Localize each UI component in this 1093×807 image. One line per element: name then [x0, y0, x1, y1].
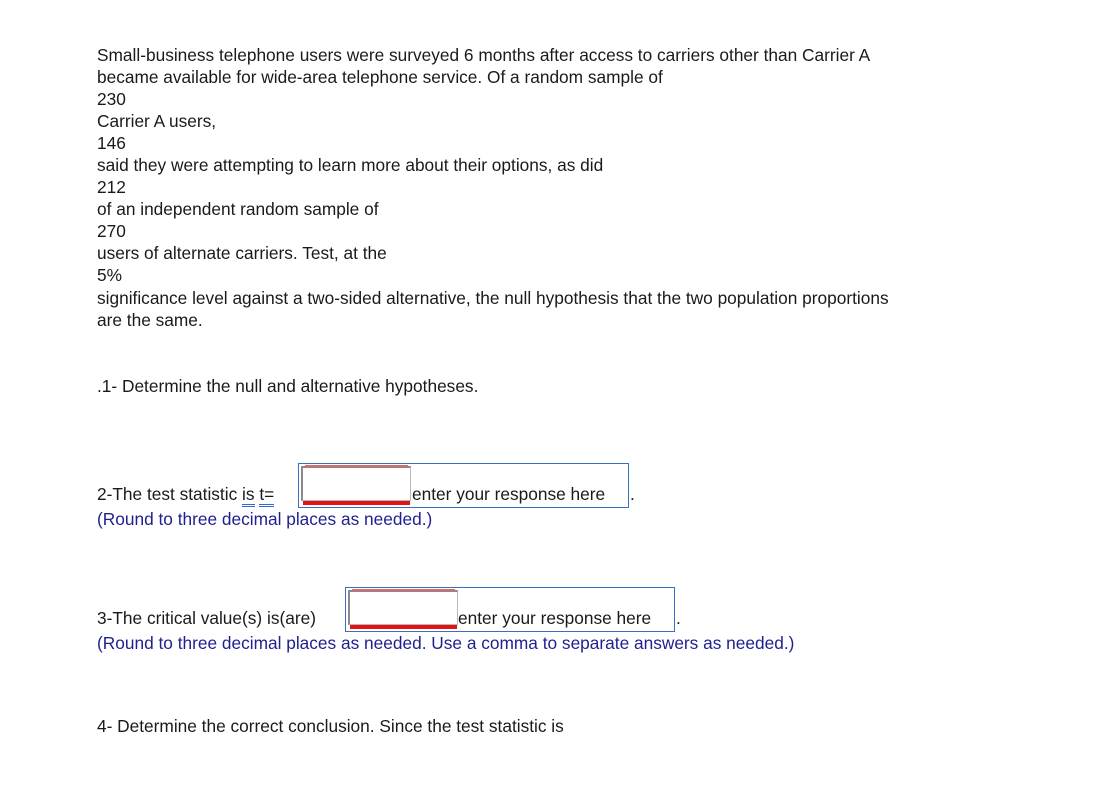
- problem-line: significance level against a two-sided alternative, the null hypothesis that the two population proportions: [97, 288, 889, 308]
- question-2-hint: (Round to three decimal places as needed.): [97, 509, 433, 529]
- input-error-top-line: [305, 465, 408, 467]
- question-2-period: .: [630, 484, 635, 504]
- question-1-text: .1- Determine the null and alternative hypotheses.: [97, 376, 479, 396]
- input-error-bar: [303, 501, 410, 505]
- question-3-label: 3-The critical value(s) is(are): [97, 608, 316, 628]
- question-4-text: 4- Determine the correct conclusion. Since the test statistic is: [97, 716, 564, 736]
- significance-level: 5%: [97, 265, 122, 285]
- problem-line: Carrier A users,: [97, 111, 217, 131]
- input-error-top-line: [352, 589, 455, 591]
- problem-line: of an independent random sample of: [97, 199, 379, 219]
- problem-line: said they were attempting to learn more about their options, as did: [97, 155, 604, 175]
- critical-value-placeholder[interactable]: enter your response here: [458, 608, 652, 628]
- count-alternate: 212: [97, 177, 126, 197]
- problem-line: Small-business telephone users were surveyed 6 months after access to carriers other than Carrier A: [97, 45, 871, 65]
- question-2-label: [97, 483, 274, 505]
- test-statistic-placeholder[interactable]: enter your response here: [412, 484, 606, 504]
- test-statistic-input[interactable]: [301, 466, 411, 501]
- input-error-bar: [350, 625, 457, 629]
- question-2-prefix: 2-The test statistic: [97, 484, 243, 504]
- sample-size-alternate: 270: [97, 221, 126, 241]
- problem-line: became available for wide-area telephone service. Of a random sample of: [97, 67, 663, 87]
- is-link[interactable]: is: [242, 484, 254, 507]
- question-3-period: .: [676, 608, 681, 628]
- sample-size-carrier-a: 230: [97, 89, 126, 109]
- critical-value-input[interactable]: [348, 590, 458, 625]
- question-3-hint: (Round to three decimal places as needed. Use a comma to separate answers as needed.): [97, 633, 795, 653]
- problem-line: are the same.: [97, 310, 203, 330]
- t-equals-label: t=: [259, 484, 274, 507]
- problem-line: users of alternate carriers. Test, at the: [97, 243, 387, 263]
- count-carrier-a: 146: [97, 133, 126, 153]
